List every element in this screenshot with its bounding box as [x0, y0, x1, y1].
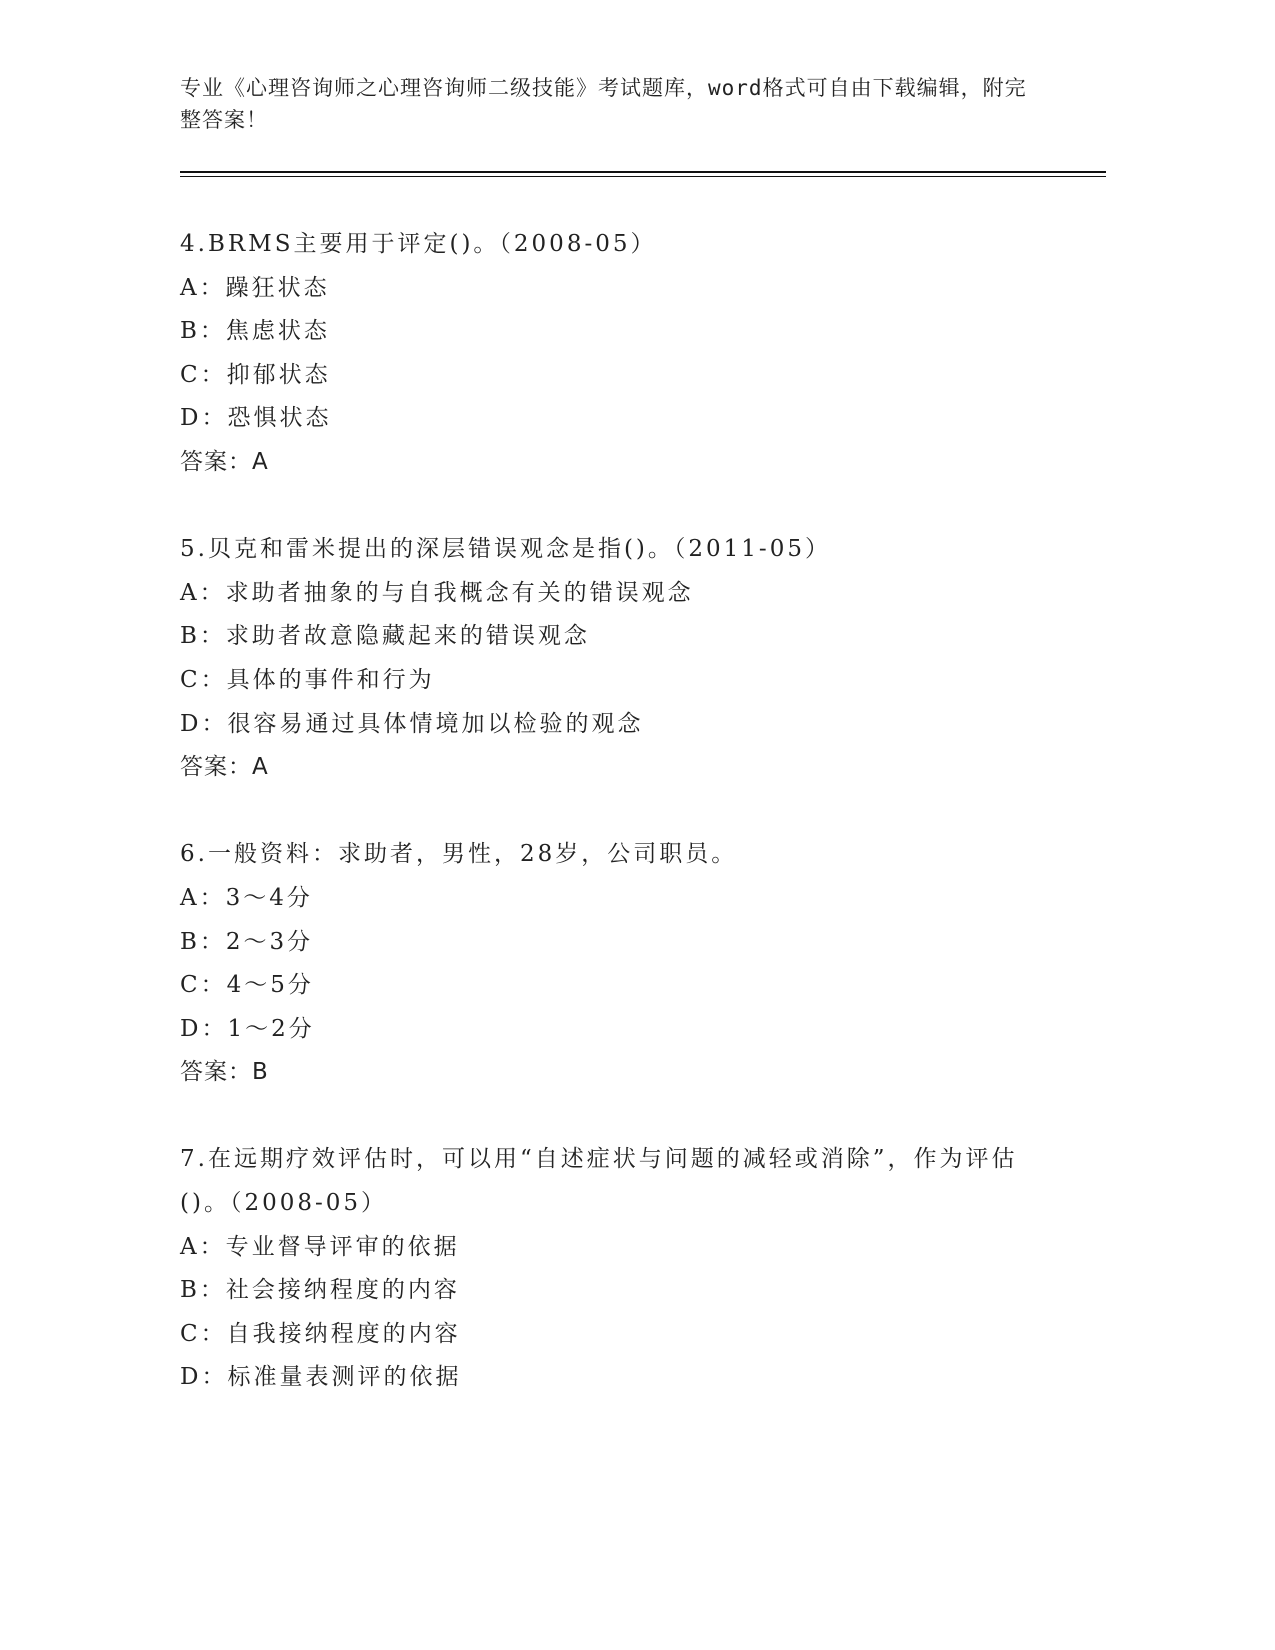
question-list — [180, 223, 1040, 1444]
option-b: B：焦虑状态 — [180, 318, 330, 345]
option-a: A：3～4分 — [180, 884, 313, 911]
option-c: C：4～5分 — [180, 972, 314, 999]
answer: 答案：B — [180, 1059, 269, 1086]
question-title: 4.BRMS主要用于评定()。（2008-05） — [180, 231, 657, 257]
option-b: B：求助者故意隐藏起来的错误观念 — [180, 623, 590, 650]
question-4 — [180, 223, 1040, 485]
question-title: 5.贝克和雷米提出的深层错误观念是指()。（2011-05） — [180, 536, 831, 563]
header-divider-thick — [180, 171, 1106, 173]
question-6 — [180, 833, 1040, 1095]
question-title: 7.在远期疗效评估时，可以用“自述症状与问题的减轻或消除”，作为评估()。（2008-05） — [180, 1146, 1018, 1217]
answer: 答案：A — [180, 754, 269, 781]
option-a: A：求助者抽象的与自我概念有关的错误观念 — [180, 579, 694, 606]
option-c: C：自我接纳程度的内容 — [180, 1320, 461, 1347]
option-a: A：躁狂状态 — [180, 274, 330, 301]
option-d: D：标准量表测评的依据 — [180, 1364, 462, 1391]
option-d: D：恐惧状态 — [180, 405, 332, 432]
option-d: D：1～2分 — [180, 1015, 315, 1042]
document-header: 专业《心理咨询师之心理咨询师二级技能》考试题库，word格式可自由下载编辑，附完整答案！ — [180, 76, 1027, 132]
option-d: D：很容易通过具体情境加以检验的观念 — [180, 710, 644, 737]
option-c: C：具体的事件和行为 — [180, 666, 435, 693]
option-a: A：专业督导评审的依据 — [180, 1233, 460, 1260]
option-b: B：社会接纳程度的内容 — [180, 1277, 460, 1304]
header-divider-thin — [180, 176, 1106, 177]
question-5 — [180, 528, 1040, 790]
option-c: C：抑郁状态 — [180, 361, 331, 388]
question-7 — [180, 1138, 1040, 1400]
question-title: 6.一般资料：求助者，男性，28岁，公司职员。 — [180, 841, 738, 868]
option-b: B：2～3分 — [180, 928, 314, 955]
answer: 答案：A — [180, 448, 269, 475]
